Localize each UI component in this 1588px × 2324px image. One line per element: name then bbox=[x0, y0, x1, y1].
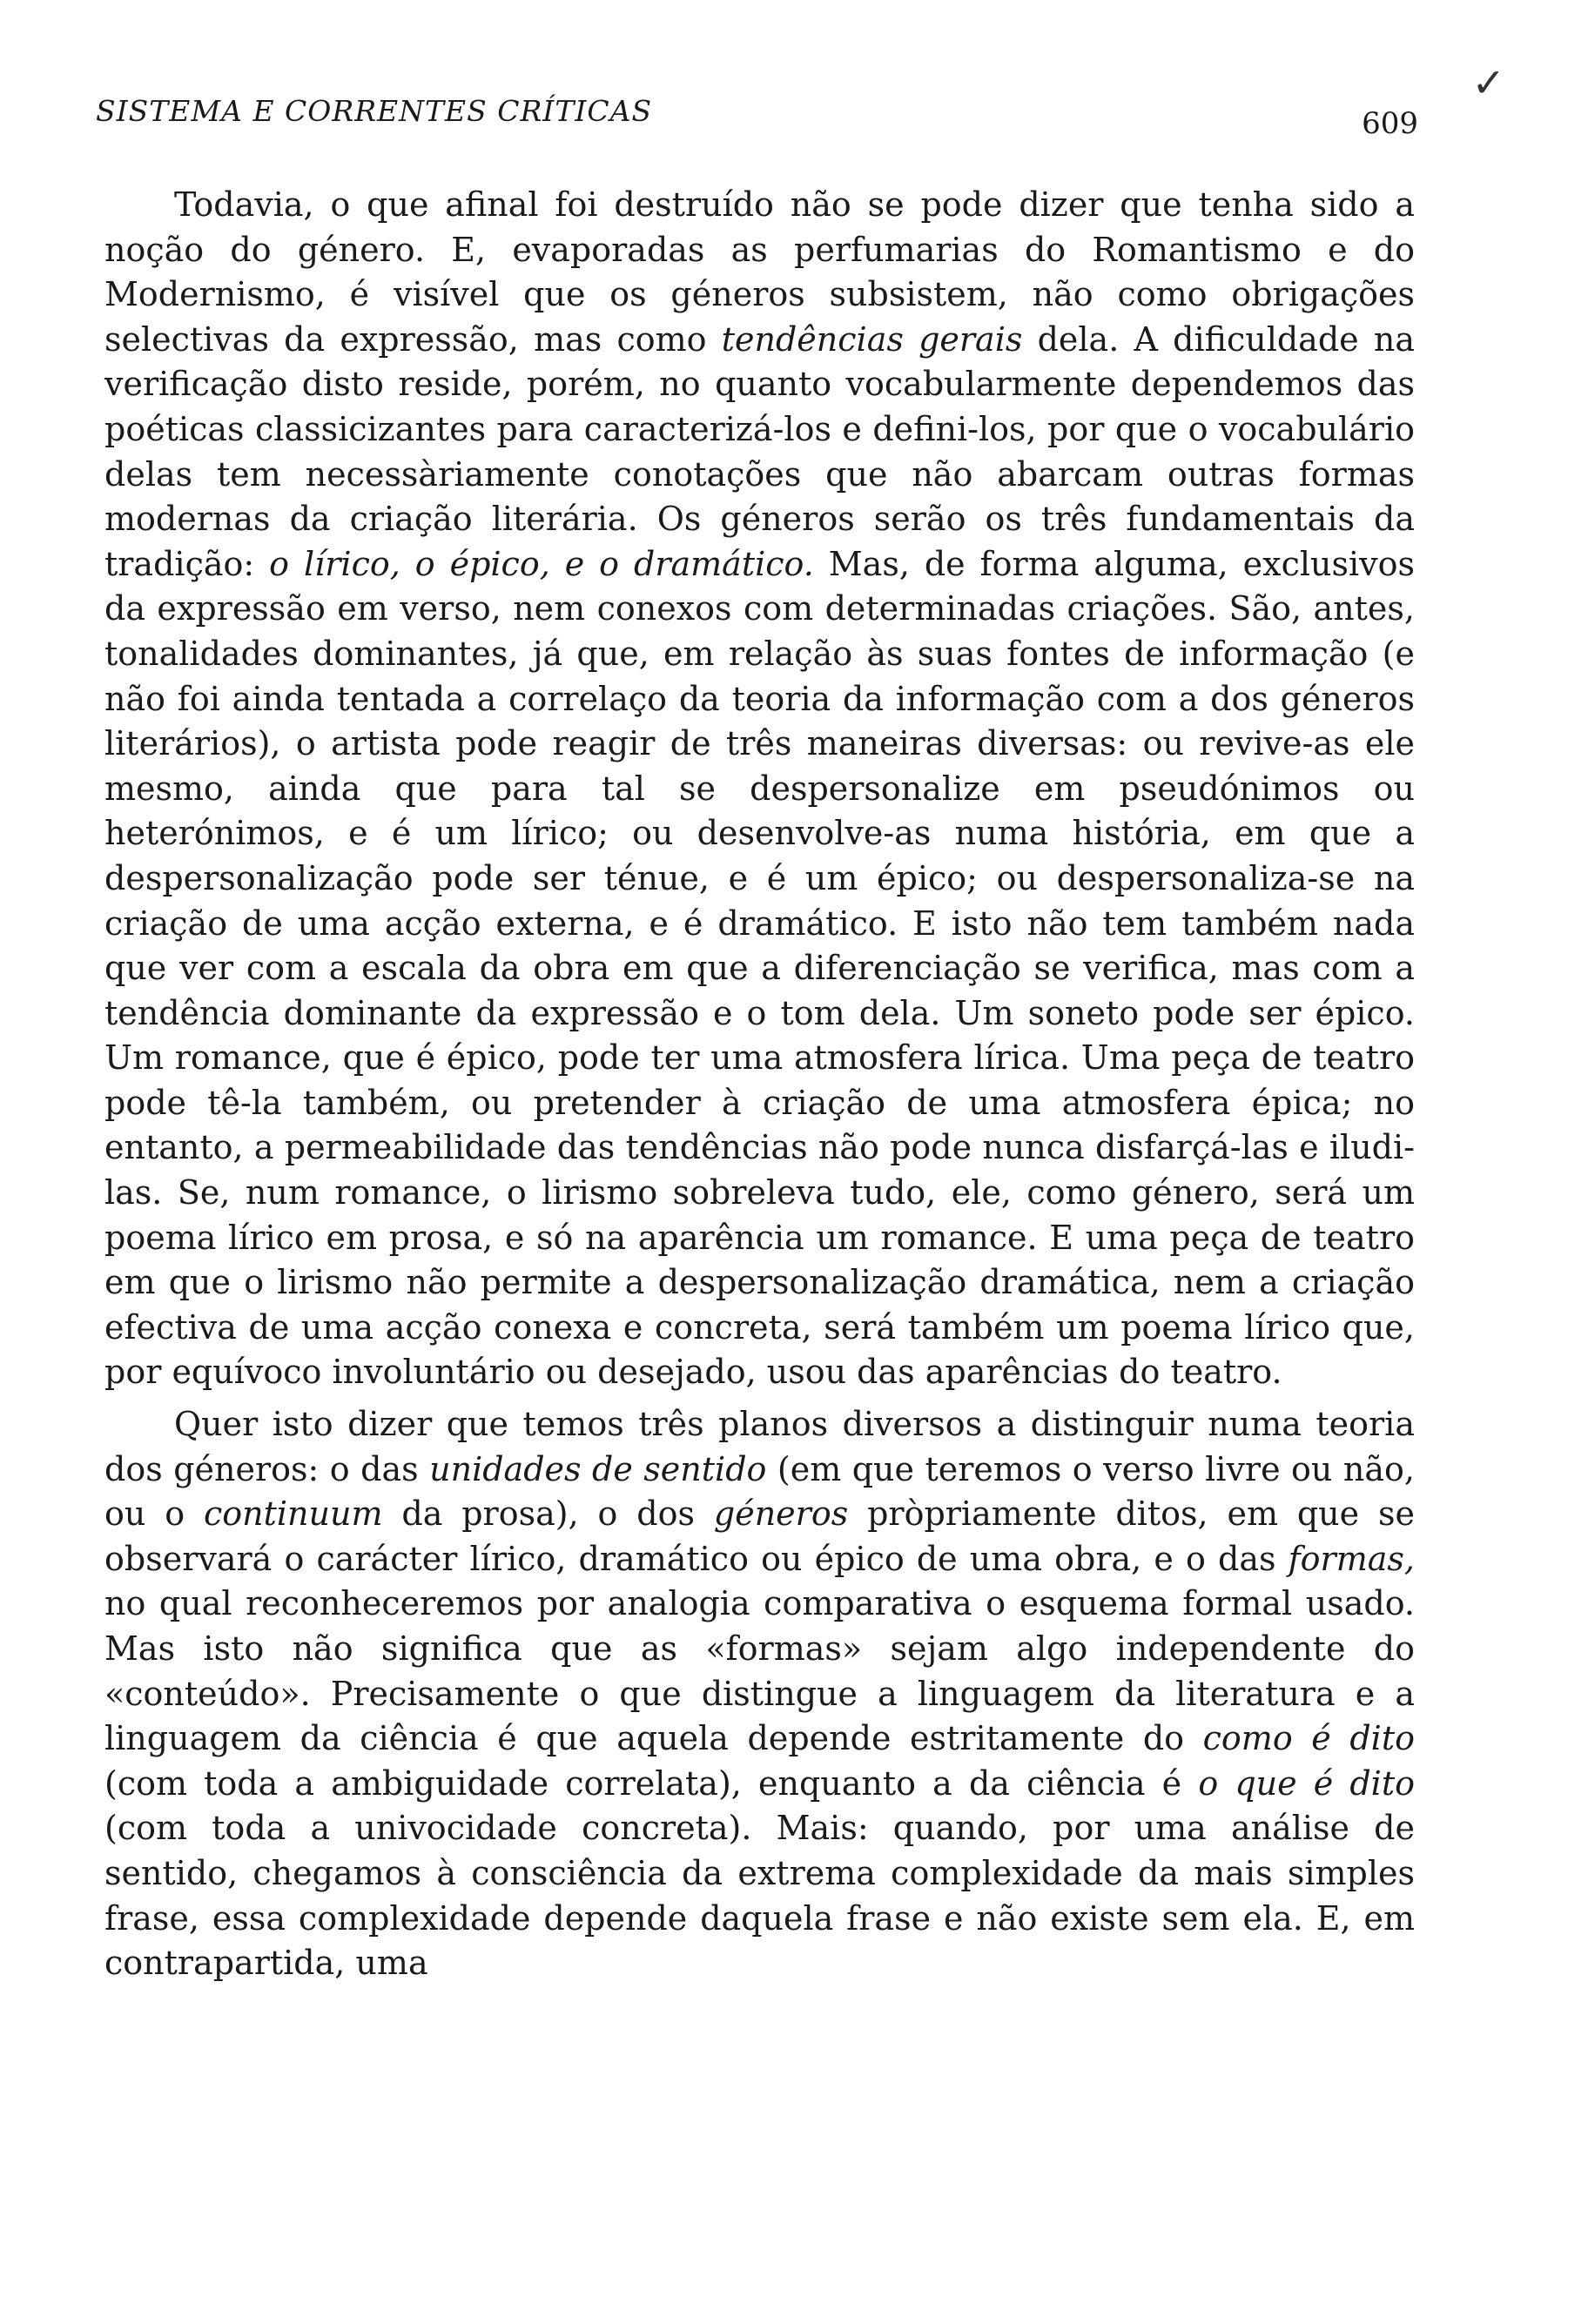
paragraph-text: pròpriamente ditos, em que se observará o carácter lírico, dramático ou épico de uma obra, e o das bbox=[104, 1494, 1416, 1578]
paragraph-text: da prosa), o dos bbox=[382, 1494, 714, 1534]
paragraph-1 bbox=[104, 183, 1415, 1395]
paragraph-text: (com toda a ambiguidade correlata), enquanto a da ciência é bbox=[104, 1763, 1199, 1803]
italic-phrase: unidades de sentido bbox=[429, 1449, 767, 1488]
italic-phrase: tendências gerais bbox=[721, 319, 1023, 359]
italic-phrase: géneros bbox=[713, 1494, 849, 1534]
check-mark-icon: ✓ bbox=[1471, 59, 1505, 106]
italic-phrase: continuum bbox=[203, 1494, 383, 1534]
italic-phrase: o lírico, o épico, e o dramático. bbox=[269, 544, 814, 583]
paragraph-text: (em que teremos o verso livre ou não, ou o bbox=[104, 1449, 1415, 1534]
italic-phrase: o que é dito bbox=[1198, 1763, 1415, 1803]
running-title: SISTEMA E CORRENTES CRÍTICAS bbox=[96, 94, 653, 128]
paragraph-text: Quer isto dizer que temos três planos diversos a distinguir numa teoria dos géneros: o das bbox=[104, 1405, 1415, 1488]
paragraph-2 bbox=[104, 1402, 1415, 1986]
italic-phrase: como é dito bbox=[1202, 1719, 1415, 1758]
paragraph-text: dela. A dificuldade na verificação disto reside, porém, no quanto vocabularmente dependemos das poéticas classicizantes para caracterizá-los e defini-los, por que o vocabulário delas tem necessàriamente conotações que não abarcam outras formas modernas da criação literária. Os géneros serão os três fundamentais da tradição: bbox=[104, 319, 1415, 583]
paragraph-text: (com toda a univocidade concreta). Mais: quando, por uma análise de sentido, chegamos à consciência da extrema complexidade da mais simples frase, essa complexidade depende daquela frase e não existe sem ela. E, em contrapartida, uma bbox=[104, 1809, 1415, 1983]
page-number: 609 bbox=[1362, 106, 1418, 141]
paragraph-text: Todavia, o que afinal foi destruído não se pode dizer que tenha sido a noção do género. E, evaporadas as perfumarias do Romantismo e do Modernismo, é visível que os géneros subsistem, não como obrigações selectivas da expressão, mas como bbox=[104, 185, 1415, 359]
paragraph-text: Mas, de forma alguma, exclusivos da expressão em verso, nem conexos com determinadas criações. São, antes, tonalidades dominantes, já que, em relação às suas fontes de informação (e não foi ainda tentada a correlaço da teoria da informação com a dos géneros literários), o artista pode reagir de três maneiras diversas: ou revive-as ele mesmo, ainda que para tal se despersonalize em pseudónimos ou heterónimos, e é um lírico; ou desenvolve-as numa história, em que a despersonalização pode ser ténue, e é um épico; ou despersonaliza-se na criação de uma acção externa, e é dramático. E isto não tem também nada que ver com a escala da obra em que a diferenciação se verifica, mas com a tendência dominante da expressão e o tom dela. Um soneto pode ser épico. Um romance, que é épico, pode ter uma atmosfera lírica. Uma peça de teatro pode tê-la também, ou pretender à criação de uma atmosfera épica; no entanto, a permeabilidade das tendências não pode nunca disfarçá-las e iludi-las. Se, num romance, o lirismo sobreleva tudo, ele, como género, será um poema lírico em prosa, e só na aparência um romance. E uma peça de teatro em que o lirismo não permite a despersonalização dramática, nem a criação efectiva de uma acção conexa e concreta, será também um poema lírico que, por equívoco involuntário ou desejado, usou das aparências do teatro. bbox=[104, 544, 1415, 1392]
paragraph-text: no qual reconheceremos por analogia comparativa o esquema formal usado. Mas isto não significa que as «formas» sejam algo independente do «conteúdo». Precisamente o que distingue a linguagem da literatura e a linguagem da ciência é que aquela depende estritamente do bbox=[104, 1584, 1415, 1758]
italic-phrase: formas, bbox=[1288, 1539, 1415, 1578]
body-text bbox=[104, 183, 1415, 1993]
